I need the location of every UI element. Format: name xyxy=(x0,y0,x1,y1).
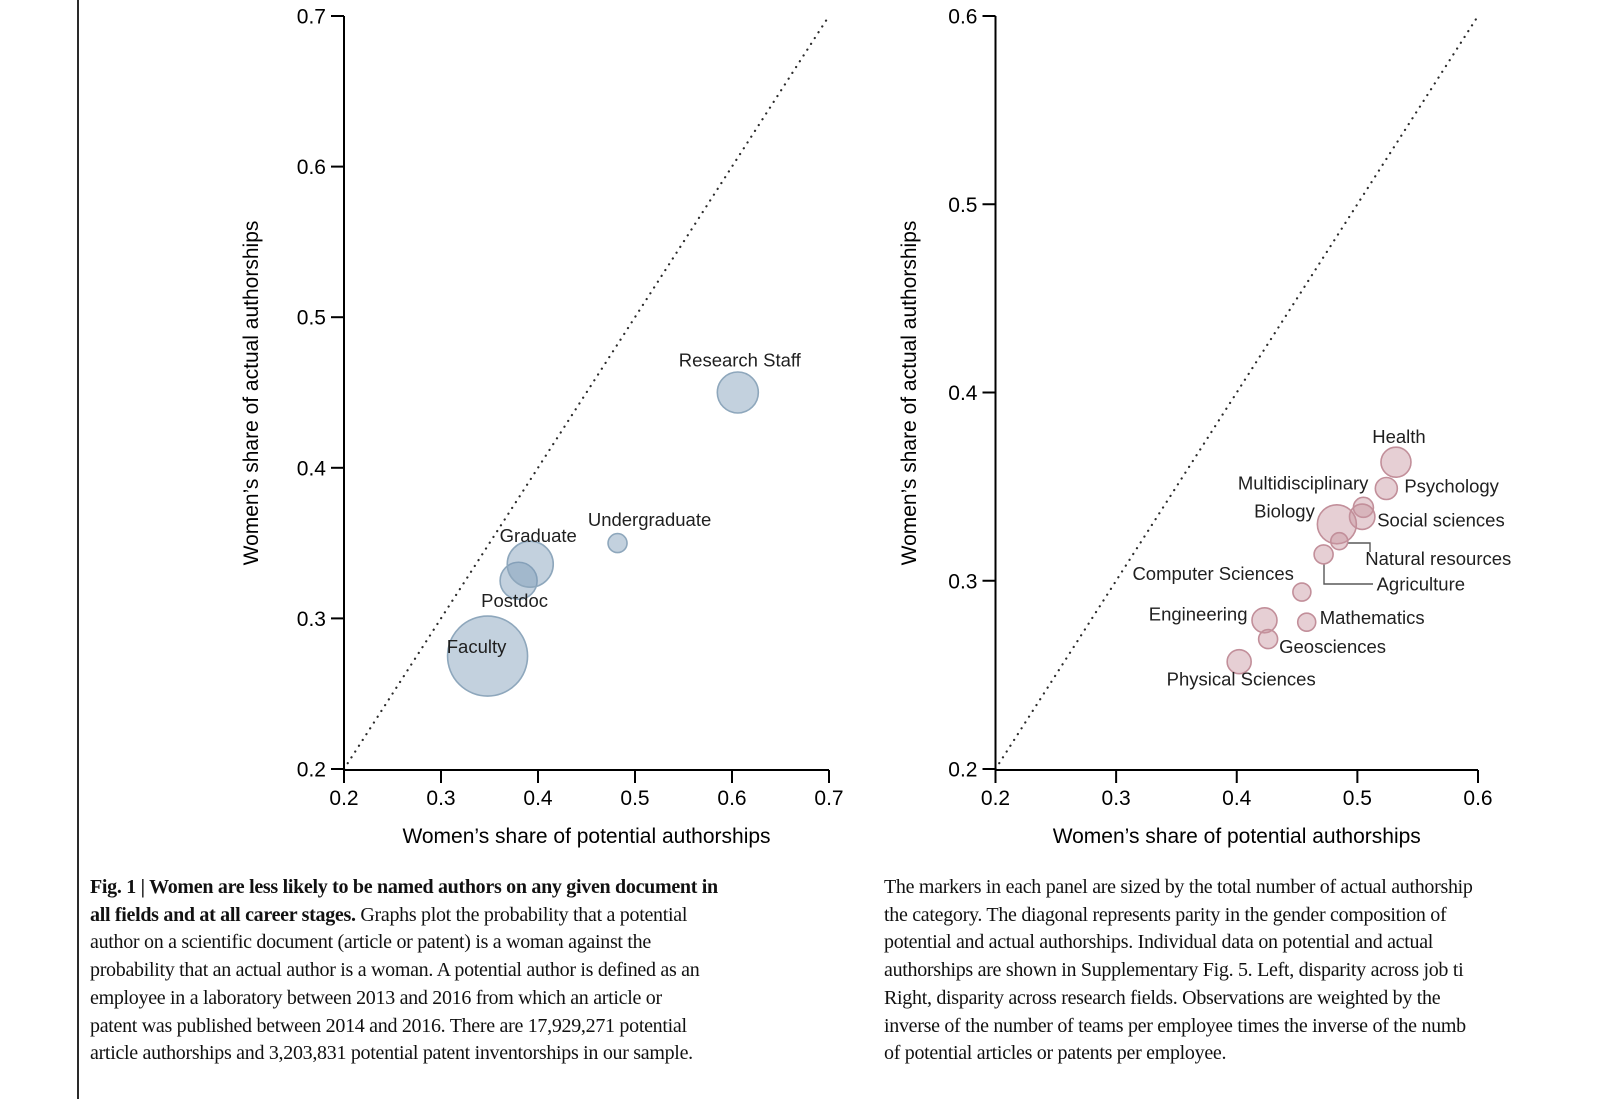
bubble-undergraduate xyxy=(608,534,627,553)
point-label-mathematics: Mathematics xyxy=(1319,607,1425,629)
y-tick-label: 0.4 xyxy=(948,382,978,405)
caption-line: Right, disparity across research fields. Observations are weighted by the xyxy=(884,986,1441,1009)
y-tick-label: 0.4 xyxy=(296,457,326,481)
y-tick-label: 0.2 xyxy=(296,758,326,782)
caption-line: author on a scientific document (article or patent) is a woman against the xyxy=(90,931,651,954)
caption-line: inverse of the number of teams per employee times the inverse of the numb xyxy=(884,1014,1466,1037)
point-label-biology: Biology xyxy=(1254,500,1315,522)
bubble-mathematics xyxy=(1298,613,1316,631)
point-label-undergraduate: Undergraduate xyxy=(587,509,712,531)
bubble-engineering xyxy=(1252,608,1277,633)
bubble-natural-resources xyxy=(1331,533,1348,550)
figure-caption-right xyxy=(884,874,1618,1068)
point-label-agriculture: Agriculture xyxy=(1376,573,1466,595)
point-label-graduate: Graduate xyxy=(499,525,577,547)
caption-line: all fields and at all career stages. Graphs plot the probability that a potential xyxy=(90,903,688,926)
panel-job-titles xyxy=(240,6,844,849)
bubble-graduate xyxy=(507,541,553,587)
caption-line: article authorships and 3,203,831 potential patent inventorships in our sample. xyxy=(90,1042,693,1065)
x-axis-title: Women’s share of potential authorships xyxy=(402,825,771,848)
x-tick-label: 0.4 xyxy=(1222,787,1252,810)
bubble-computer-sciences xyxy=(1293,583,1311,601)
x-tick-label: 0.3 xyxy=(426,787,456,810)
bubble-research-staff xyxy=(717,372,758,413)
point-label-faculty: Faculty xyxy=(446,636,507,658)
x-tick-label: 0.2 xyxy=(329,787,359,810)
y-tick-label: 0.5 xyxy=(296,306,326,330)
point-label-computer-sciences: Computer Sciences xyxy=(1132,563,1294,585)
caption-line: employee in a laboratory between 2013 and 2016 from which an article or xyxy=(90,986,662,1009)
point-label-physical-sciences: Physical Sciences xyxy=(1166,668,1316,690)
caption-line: of potential articles or patents per employee. xyxy=(884,1042,1227,1065)
x-axis-title: Women’s share of potential authorships xyxy=(1052,825,1421,848)
point-label-research-staff: Research Staff xyxy=(678,349,801,371)
y-tick-label: 0.6 xyxy=(948,5,978,29)
caption-line: the category. The diagonal represents parity in the gender composition of xyxy=(884,903,1447,926)
y-tick-label: 0.2 xyxy=(948,758,978,782)
y-tick-label: 0.3 xyxy=(948,570,978,594)
caption-line: authorships are shown in Supplementary Fig. 5. Left, disparity across job ti xyxy=(884,959,1464,982)
caption-line: The markers in each panel are sized by the total number of actual authorship xyxy=(884,876,1473,898)
x-tick-label: 0.5 xyxy=(1342,787,1372,810)
y-tick-label: 0.7 xyxy=(296,5,326,29)
x-tick-label: 0.5 xyxy=(620,787,650,810)
point-label-geosciences: Geosciences xyxy=(1279,636,1387,658)
y-tick-label: 0.6 xyxy=(296,156,326,180)
caption-line: potential and actual authorships. Individual data on potential and actual xyxy=(884,931,1434,954)
figure-caption-left xyxy=(90,874,838,1068)
caption-line: patent was published between 2014 and 2016. There are 17,929,271 potential xyxy=(90,1014,687,1037)
point-label-social-sciences: Social sciences xyxy=(1377,509,1505,531)
caption-line: Fig. 1 | Women are less likely to be named authors on any given document in xyxy=(90,876,718,898)
x-tick-label: 0.3 xyxy=(1101,787,1131,810)
y-tick-label: 0.5 xyxy=(948,193,978,217)
bubble-agriculture xyxy=(1314,545,1333,564)
point-label-natural-resources: Natural resources xyxy=(1365,548,1512,570)
x-tick-label: 0.2 xyxy=(980,787,1011,810)
x-tick-label: 0.4 xyxy=(523,787,553,810)
bubble-health xyxy=(1381,447,1411,477)
y-axis-title: Women’s share of actual authorships xyxy=(240,220,263,566)
y-tick-label: 0.3 xyxy=(296,607,326,631)
point-label-psychology: Psychology xyxy=(1404,475,1499,497)
y-axis-title: Women’s share of actual authorships xyxy=(898,220,921,566)
point-label-engineering: Engineering xyxy=(1148,603,1248,625)
point-label-health: Health xyxy=(1372,426,1426,448)
x-tick-label: 0.6 xyxy=(717,787,747,810)
caption-line: probability that an actual author is a woman. A potential author is defined as an xyxy=(90,959,700,982)
panel-research-fields xyxy=(898,6,1511,849)
point-label-multidisciplinary: Multidisciplinary xyxy=(1237,472,1369,494)
x-tick-label: 0.6 xyxy=(1463,787,1493,810)
point-label-postdoc: Postdoc xyxy=(481,589,549,611)
x-tick-label: 0.7 xyxy=(814,787,844,810)
bubble-psychology xyxy=(1375,478,1397,500)
bubble-geosciences xyxy=(1259,630,1278,649)
